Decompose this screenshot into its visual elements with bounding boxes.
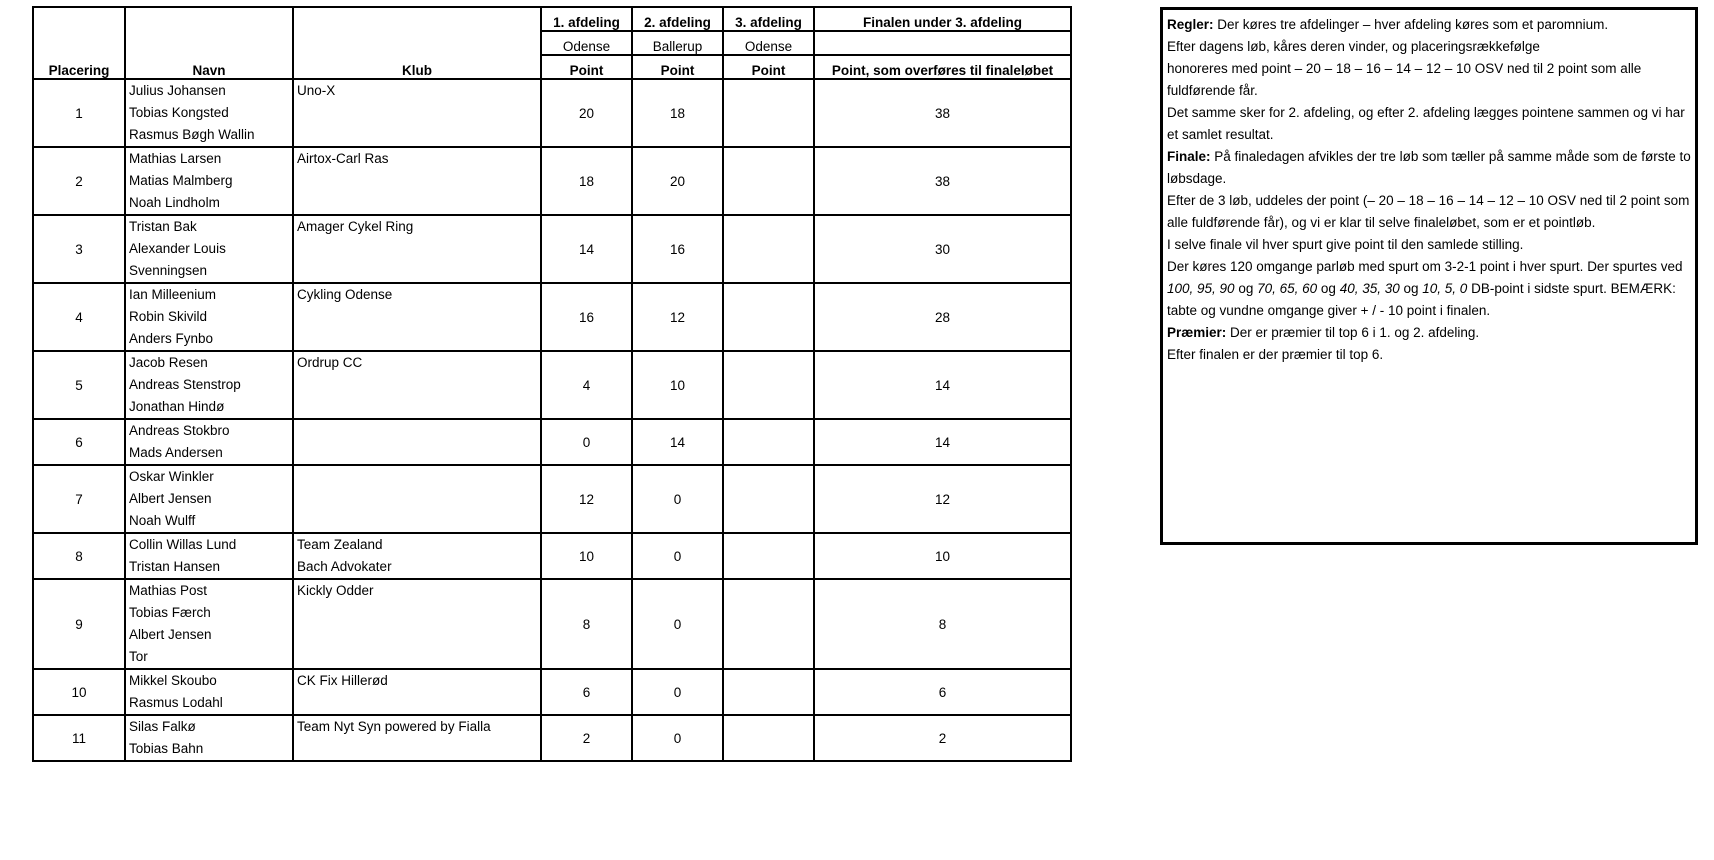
sprint-a: 100, 95, 90 — [1167, 281, 1235, 296]
placement-cell: 3 — [33, 215, 125, 283]
club-cell — [293, 533, 541, 579]
rules-line-3: honoreres med point – 20 – 18 – 16 – 14 – 12 – 10 OSV ned til 2 point som alle fuldførende får. — [1167, 61, 1642, 98]
points-afdeling-1: 0 — [541, 419, 632, 465]
points-total: 12 — [814, 465, 1071, 533]
table-row — [33, 215, 1071, 283]
points-afdeling-2: 18 — [632, 79, 723, 147]
rider-name: Matias Malmberg — [129, 173, 233, 188]
placement-cell: 11 — [33, 715, 125, 761]
points-afdeling-3 — [723, 533, 814, 579]
placement-cell: 1 — [33, 79, 125, 147]
sprint-d: 10, 5, 0 — [1422, 281, 1468, 296]
club-cell — [293, 669, 541, 715]
points-afdeling-3 — [723, 579, 814, 669]
points-total: 28 — [814, 283, 1071, 351]
rider-name: Noah Lindholm — [129, 195, 220, 210]
club-name: Ordrup CC — [297, 355, 363, 370]
points-afdeling-2: 0 — [632, 669, 723, 715]
names-cell — [125, 215, 293, 283]
rider-name: Tobias Færch — [129, 605, 211, 620]
og-3: og — [1399, 281, 1423, 296]
points-afdeling-2: 0 — [632, 579, 723, 669]
rules-line-11: Efter finalen er der præmier til top 6. — [1167, 347, 1384, 362]
club-cell — [293, 215, 541, 283]
sprint-b: 70, 65, 60 — [1257, 281, 1318, 296]
club-name: Kickly Odder — [297, 583, 374, 598]
header-point-2: Point — [632, 55, 723, 79]
placement-cell: 9 — [33, 579, 125, 669]
points-afdeling-3 — [723, 419, 814, 465]
regler-label: Regler: — [1167, 17, 1214, 32]
rider-name: Tristan Hansen — [129, 559, 221, 574]
rider-name: Andreas Stenstrop — [129, 377, 241, 392]
rider-name: Robin Skivild — [129, 309, 208, 324]
table-row — [33, 533, 1071, 579]
rider-name: Alexander Louis — [129, 241, 226, 256]
points-afdeling-3 — [723, 215, 814, 283]
rider-name: Rasmus Bøgh Wallin — [129, 127, 255, 142]
placement-cell: 7 — [33, 465, 125, 533]
club-name: Team Zealand — [297, 537, 383, 552]
club-name: Cykling Odense — [297, 287, 393, 302]
header-finale: Finalen under 3. afdeling — [814, 7, 1071, 31]
table-row — [33, 579, 1071, 669]
club-cell — [293, 715, 541, 761]
og-1: og — [1234, 281, 1258, 296]
club-name: Team Nyt Syn powered by Fialla — [297, 719, 491, 734]
points-afdeling-1: 6 — [541, 669, 632, 715]
table-row — [33, 419, 1071, 465]
points-afdeling-1: 14 — [541, 215, 632, 283]
club-cell — [293, 419, 541, 465]
header-afdeling-2: 2. afdeling — [632, 7, 723, 31]
table-row — [33, 669, 1071, 715]
club-name: Amager Cykel Ring — [297, 219, 414, 234]
header-location-1: Odense — [541, 31, 632, 55]
header-point-3: Point — [723, 55, 814, 79]
points-afdeling-3 — [723, 79, 814, 147]
rules-line-6: Efter de 3 løb, uddeles der point (– 20 – 18 – 16 – 14 – 12 – 10 OSV ned til 2 point som alle fuldførende får), og vi er klar til selve finaleløbet, som er et pointløb. — [1167, 193, 1690, 230]
header-point-final: Point, som overføres til finaleløbet — [814, 55, 1071, 79]
rules-regler — [1167, 14, 1691, 36]
points-total: 2 — [814, 715, 1071, 761]
points-afdeling-2: 14 — [632, 419, 723, 465]
names-cell — [125, 465, 293, 533]
club-name: Airtox-Carl Ras — [297, 151, 389, 166]
points-afdeling-2: 16 — [632, 215, 723, 283]
placement-cell: 4 — [33, 283, 125, 351]
header-afdeling-3: 3. afdeling — [723, 7, 814, 31]
placement-cell: 6 — [33, 419, 125, 465]
table-row — [33, 715, 1071, 761]
points-afdeling-2: 10 — [632, 351, 723, 419]
header-afdeling-1: 1. afdeling — [541, 7, 632, 31]
club-name: CK Fix Hillerød — [297, 673, 388, 688]
rider-name: Anders Fynbo — [129, 331, 214, 346]
points-afdeling-3 — [723, 283, 814, 351]
points-total: 38 — [814, 79, 1071, 147]
points-afdeling-2: 0 — [632, 465, 723, 533]
rider-name: Albert Jensen — [129, 491, 212, 506]
points-afdeling-1: 12 — [541, 465, 632, 533]
header-placering: Placering — [33, 7, 125, 79]
points-afdeling-2: 12 — [632, 283, 723, 351]
names-cell — [125, 579, 293, 669]
rider-name: Mathias Post — [129, 583, 208, 598]
rules-line-9-rest: DB-point i sidste spurt. BEMÆRK: tabte og vundne omgange giver + / - 10 point i finalen. — [1167, 281, 1676, 318]
rider-name: Tristan Bak — [129, 219, 197, 234]
names-cell — [125, 283, 293, 351]
praemier-text: Der er præmier til top 6 i 1. og 2. afdeling. — [1226, 325, 1480, 340]
header-location-2: Ballerup — [632, 31, 723, 55]
points-total: 14 — [814, 351, 1071, 419]
table-row — [33, 283, 1071, 351]
finale-text: På finaledagen afvikles der tre løb som tæller på samme måde som de første to løbsdage. — [1167, 149, 1691, 186]
club-cell — [293, 579, 541, 669]
points-afdeling-1: 8 — [541, 579, 632, 669]
points-afdeling-3 — [723, 465, 814, 533]
placement-cell: 5 — [33, 351, 125, 419]
points-afdeling-2: 0 — [632, 533, 723, 579]
header-klub: Klub — [293, 7, 541, 79]
rider-name: Jacob Resen — [129, 355, 208, 370]
header-navn: Navn — [125, 7, 293, 79]
club-cell — [293, 147, 541, 215]
rider-name: Tobias Bahn — [129, 741, 204, 756]
points-total: 30 — [814, 215, 1071, 283]
rules-line-8 — [1167, 256, 1691, 322]
table-row — [33, 465, 1071, 533]
finale-label: Finale: — [1167, 149, 1211, 164]
placement-cell: 10 — [33, 669, 125, 715]
header-point-1: Point — [541, 55, 632, 79]
rider-name: Mads Andersen — [129, 445, 223, 460]
og-2: og — [1317, 281, 1340, 296]
rules-line-4: Det samme sker for 2. afdeling, og efter 2. afdeling lægges pointene sammen og vi har et samlet resultat. — [1167, 105, 1685, 142]
rider-name: Albert Jensen — [129, 627, 212, 642]
club-name: Bach Advokater — [297, 559, 392, 574]
table-row — [33, 351, 1071, 419]
header-location-finale — [814, 31, 1071, 55]
points-afdeling-3 — [723, 669, 814, 715]
rider-name: Collin Willas Lund — [129, 537, 237, 552]
points-afdeling-3 — [723, 351, 814, 419]
points-afdeling-2: 0 — [632, 715, 723, 761]
club-name: Uno-X — [297, 83, 336, 98]
rider-name: Mikkel Skoubo — [129, 673, 217, 688]
placement-cell: 2 — [33, 147, 125, 215]
points-total: 38 — [814, 147, 1071, 215]
points-afdeling-3 — [723, 147, 814, 215]
rider-name: Rasmus Lodahl — [129, 695, 223, 710]
points-total: 14 — [814, 419, 1071, 465]
sprint-c: 40, 35, 30 — [1339, 281, 1400, 296]
rider-name: Andreas Stokbro — [129, 423, 230, 438]
table-row — [33, 147, 1071, 215]
rules-line-2: Efter dagens løb, kåres deren vinder, og placeringsrækkefølge — [1167, 39, 1540, 54]
rider-name: Silas Falkø — [129, 719, 196, 734]
names-cell — [125, 79, 293, 147]
club-cell — [293, 351, 541, 419]
points-afdeling-1: 4 — [541, 351, 632, 419]
names-cell — [125, 715, 293, 761]
names-cell — [125, 669, 293, 715]
points-total: 10 — [814, 533, 1071, 579]
points-afdeling-1: 2 — [541, 715, 632, 761]
rules-line-8-text: Der køres 120 omgange parløb med spurt om 3-2-1 point i hver spurt. Der spurtes ved — [1167, 259, 1683, 274]
rider-name: Julius Johansen — [129, 83, 226, 98]
points-afdeling-1: 18 — [541, 147, 632, 215]
club-cell — [293, 283, 541, 351]
table-row — [33, 79, 1071, 147]
names-cell — [125, 351, 293, 419]
praemier-label: Præmier: — [1167, 325, 1227, 340]
rules-line-7: I selve finale vil hver spurt give point til den samlede stilling. — [1167, 237, 1524, 252]
rules-finale — [1167, 146, 1691, 190]
points-afdeling-1: 20 — [541, 79, 632, 147]
rider-name: Ian Milleenium — [129, 287, 217, 302]
rider-name: Jonathan Hindø — [129, 399, 225, 414]
names-cell — [125, 533, 293, 579]
names-cell — [125, 419, 293, 465]
points-total: 8 — [814, 579, 1071, 669]
rider-name: Noah Wulff — [129, 513, 196, 528]
points-afdeling-1: 10 — [541, 533, 632, 579]
header-row-1 — [33, 7, 1071, 31]
club-cell — [293, 79, 541, 147]
regler-text: Der køres tre afdelinger – hver afdeling køres som et paromnium. — [1213, 17, 1609, 32]
points-afdeling-3 — [723, 715, 814, 761]
rider-name: Tobias Kongsted — [129, 105, 229, 120]
rider-name: Tor — [129, 649, 148, 664]
rider-name: Svenningsen — [129, 263, 208, 278]
rules-box — [1160, 7, 1698, 545]
standings-table — [32, 6, 1072, 762]
points-afdeling-2: 20 — [632, 147, 723, 215]
placement-cell: 8 — [33, 533, 125, 579]
rider-name: Mathias Larsen — [129, 151, 222, 166]
header-location-3: Odense — [723, 31, 814, 55]
club-cell — [293, 465, 541, 533]
rules-praemier — [1167, 322, 1691, 344]
points-afdeling-1: 16 — [541, 283, 632, 351]
rider-name: Oskar Winkler — [129, 469, 214, 484]
names-cell — [125, 147, 293, 215]
points-total: 6 — [814, 669, 1071, 715]
